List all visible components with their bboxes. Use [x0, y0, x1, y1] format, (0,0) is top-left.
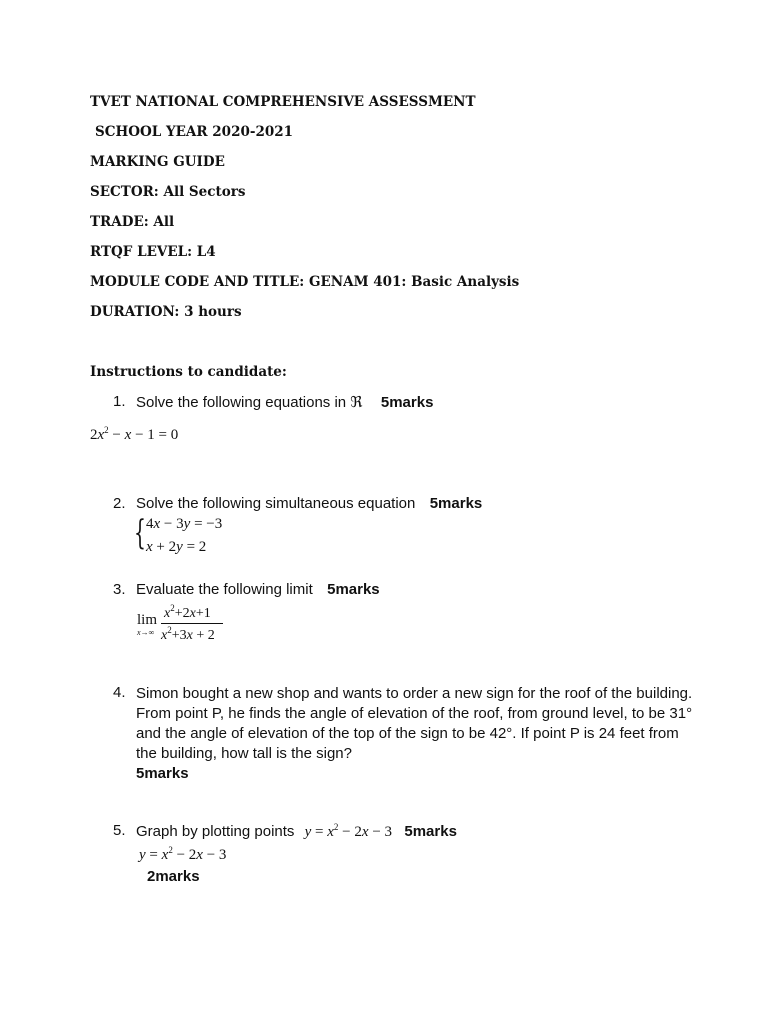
equation-system-2: x + 2y = 2: [146, 539, 207, 555]
question-2: [136, 495, 482, 512]
question-1-text: Solve the following equations in ℜ: [136, 394, 363, 411]
question-2-marks: 5marks: [429, 495, 483, 512]
school-year: SCHOOL YEAR 2020-2021: [95, 124, 294, 140]
limit-numerator: $x^2+2x+1$: [164, 603, 211, 621]
question-3-text: Evaluate the following limit: [136, 581, 313, 598]
question-4-number: 4.: [113, 684, 126, 701]
question-5-extra-marks: 2marks: [147, 868, 200, 885]
question-3: [136, 581, 380, 598]
limit-denominator: $x^2+3x + 2$: [161, 625, 215, 643]
duration-line: DURATION: 3 hours: [90, 304, 242, 320]
question-4: [136, 684, 696, 784]
instructions-heading: Instructions to candidate:: [90, 364, 287, 380]
limit-operator: lim: [137, 612, 158, 628]
question-4-marks: 5marks: [136, 765, 189, 782]
equation-system-1: 4x − 3y = −3: [146, 516, 223, 532]
question-5-equation: $y = x^2 - 2x - 3$: [139, 845, 227, 863]
question-3-marks: 5marks: [327, 581, 380, 598]
question-5-inline-equation: $y = x^2 - 2x - 3$: [304, 822, 393, 840]
marking-guide-label: MARKING GUIDE: [90, 154, 225, 170]
question-5-number: 5.: [113, 822, 126, 839]
module-code-line: MODULE CODE AND TITLE: GENAM 401: Basic Analysis: [90, 274, 520, 290]
system-brace: {: [134, 513, 146, 553]
question-1-marks: 5marks: [380, 394, 434, 411]
question-1-number: 1.: [113, 393, 126, 410]
trade-line: TRADE: All: [90, 214, 175, 230]
question-5-marks: 5marks: [404, 823, 457, 840]
assessment-title: TVET NATIONAL COMPREHENSIVE ASSESSMENT: [90, 94, 476, 110]
limit-subscript: x→∞: [137, 628, 155, 637]
question-1: [136, 393, 433, 411]
question-4-text: Simon bought a new shop and wants to order a new sign for the roof of the building. From point P, he finds the angle of elevation of the roof, from ground level, to be 31° and the angle of elevation of the top of the sign to be 42°. If point P is 24 feet from the building, how tall is the sign?: [136, 685, 693, 762]
question-2-number: 2.: [113, 495, 126, 512]
question-2-text: Solve the following simultaneous equation: [136, 495, 416, 512]
question-5: [136, 822, 457, 841]
sector-line: SECTOR: All Sectors: [90, 184, 246, 200]
question-5-text: Graph by plotting points: [136, 823, 295, 840]
fraction-bar: [161, 623, 223, 624]
rtqf-level-line: RTQF LEVEL: L4: [90, 244, 216, 260]
question-3-number: 3.: [113, 581, 126, 598]
equation-quadratic: $2x^2 - x - 1 = 0$: [90, 425, 179, 443]
